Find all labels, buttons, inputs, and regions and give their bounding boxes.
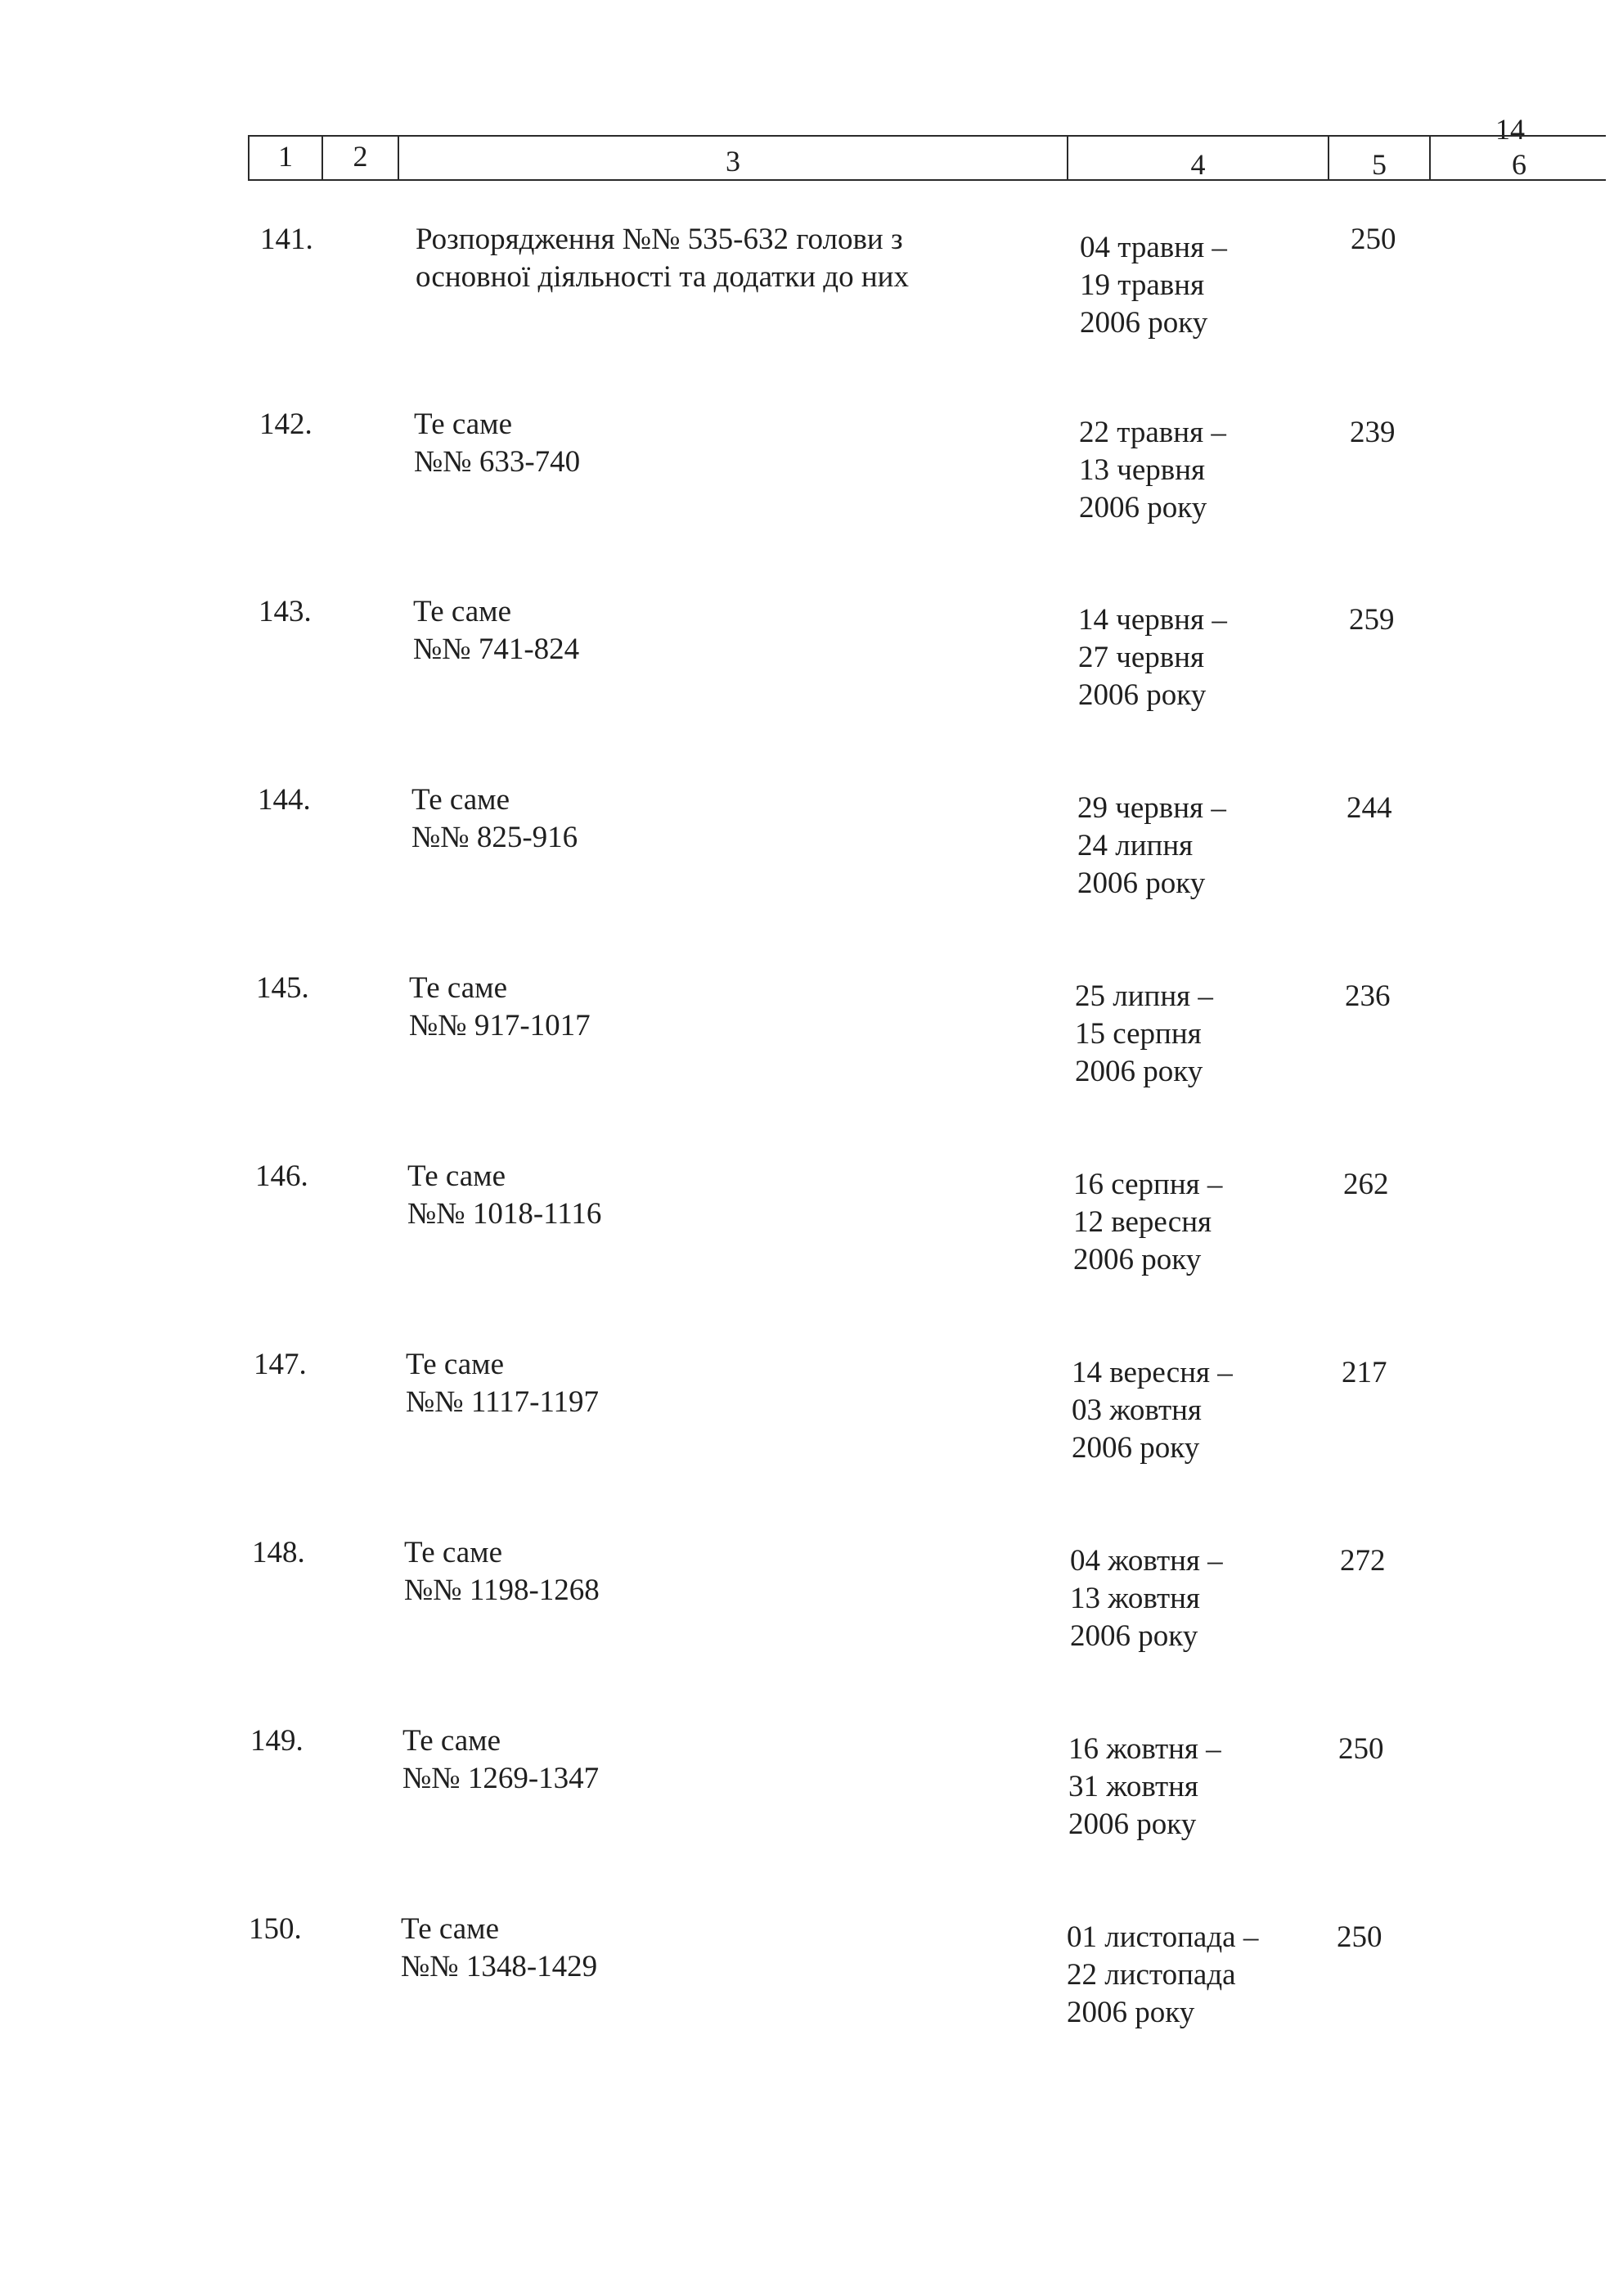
column-header-2-label: 2	[353, 140, 368, 173]
row-title-line2: №№ 741-824	[413, 633, 580, 666]
row-dates	[1073, 1166, 1335, 1279]
row-title	[407, 1158, 980, 1233]
column-header-6	[1431, 137, 1607, 179]
page-number: 14	[1495, 113, 1525, 146]
row-count: 250	[1338, 1732, 1384, 1766]
table-row	[0, 1534, 1623, 1698]
row-title-line1: Те саме	[401, 1912, 499, 1946]
table-row	[0, 593, 1623, 757]
row-title	[402, 1722, 975, 1798]
column-header-1-label: 1	[278, 140, 293, 173]
row-date-from: 04 травня –	[1080, 231, 1227, 264]
row-title	[409, 970, 982, 1045]
row-year: 2006 року	[1075, 1055, 1203, 1088]
row-title	[406, 1346, 978, 1421]
row-count: 250	[1351, 223, 1396, 256]
row-year: 2006 року	[1067, 1996, 1195, 2029]
column-header-3-label: 3	[726, 145, 740, 178]
table-row	[0, 970, 1623, 1133]
row-year: 2006 року	[1070, 1619, 1198, 1653]
row-title-line2: основної діяльності та додатки до них	[416, 260, 909, 294]
row-date-to: 03 жовтня	[1072, 1393, 1202, 1427]
column-header-3	[399, 137, 1068, 179]
row-dates	[1080, 229, 1342, 342]
row-title-line2: №№ 1348-1429	[401, 1950, 598, 1983]
row-year: 2006 року	[1072, 1431, 1200, 1465]
table-row	[0, 1346, 1623, 1510]
row-title-line1: Те саме	[406, 1348, 504, 1381]
row-year: 2006 року	[1077, 867, 1206, 900]
row-date-from: 14 вересня –	[1072, 1356, 1233, 1389]
row-year: 2006 року	[1068, 1808, 1197, 1841]
row-title	[411, 781, 984, 857]
table-row	[0, 1911, 1623, 2074]
row-count: 244	[1347, 791, 1392, 825]
row-count: 239	[1350, 416, 1396, 449]
table-row	[0, 1158, 1623, 1321]
column-header-1	[250, 137, 323, 179]
row-year: 2006 року	[1078, 678, 1207, 712]
row-number: 141.	[260, 223, 313, 256]
row-number: 144.	[258, 783, 311, 817]
row-count: 236	[1345, 979, 1391, 1013]
column-header-5-label: 5	[1372, 148, 1387, 181]
row-number: 149.	[250, 1724, 303, 1758]
row-count: 250	[1337, 1920, 1382, 1954]
row-dates	[1077, 790, 1339, 903]
row-count: 259	[1349, 603, 1395, 637]
row-year: 2006 року	[1079, 491, 1207, 524]
row-title-line2: №№ 917-1017	[409, 1009, 591, 1042]
column-header-4	[1068, 137, 1329, 179]
column-header-2	[323, 137, 399, 179]
row-count: 272	[1340, 1544, 1386, 1578]
row-date-from: 25 липня –	[1075, 979, 1213, 1013]
row-date-from: 01 листопада –	[1067, 1920, 1259, 1954]
row-number: 150.	[249, 1912, 302, 1946]
row-date-from: 16 серпня –	[1073, 1168, 1223, 1201]
row-title-line2: №№ 1018-1116	[407, 1197, 602, 1231]
row-dates	[1072, 1354, 1333, 1467]
row-date-to: 13 червня	[1079, 453, 1206, 487]
row-title-line2: №№ 825-916	[411, 821, 578, 854]
row-dates	[1075, 978, 1337, 1091]
row-number: 145.	[256, 971, 309, 1005]
row-dates	[1079, 414, 1341, 527]
row-title-line1: Те саме	[409, 971, 507, 1005]
row-title	[414, 406, 987, 481]
row-title-line2: №№ 633-740	[414, 445, 581, 479]
row-dates	[1070, 1542, 1332, 1655]
row-title	[416, 221, 988, 296]
row-date-to: 22 листопада	[1067, 1958, 1236, 1992]
table-row	[0, 406, 1623, 569]
row-number: 142.	[259, 407, 312, 441]
row-date-to: 27 червня	[1078, 641, 1205, 674]
row-date-to: 15 серпня	[1075, 1017, 1202, 1051]
row-date-from: 29 червня –	[1077, 791, 1226, 825]
row-number: 146.	[255, 1159, 308, 1193]
row-date-to: 12 вересня	[1073, 1205, 1212, 1239]
row-year: 2006 року	[1073, 1243, 1202, 1276]
row-title-line1: Те саме	[404, 1536, 502, 1569]
row-date-from: 22 травня –	[1079, 416, 1226, 449]
row-date-from: 14 червня –	[1078, 603, 1227, 637]
table-row	[0, 221, 1623, 385]
column-header-4-label: 4	[1190, 148, 1206, 181]
row-date-to: 13 жовтня	[1070, 1582, 1200, 1615]
row-date-from: 04 жовтня –	[1070, 1544, 1223, 1578]
row-count: 217	[1342, 1356, 1387, 1389]
row-date-to: 19 травня	[1080, 268, 1205, 302]
row-count: 262	[1343, 1168, 1389, 1201]
row-title	[413, 593, 986, 669]
row-date-to: 31 жовтня	[1068, 1770, 1198, 1803]
row-title-line1: Те саме	[413, 595, 511, 628]
row-title-line1: Те саме	[407, 1159, 506, 1193]
row-title-line1: Те саме	[402, 1724, 501, 1758]
table-row	[0, 781, 1623, 945]
table-row	[0, 1722, 1623, 1886]
row-number: 148.	[252, 1536, 305, 1569]
row-title-line2: №№ 1198-1268	[404, 1573, 600, 1607]
row-title-line2: №№ 1269-1347	[402, 1762, 600, 1795]
row-dates	[1067, 1919, 1329, 2032]
column-header-6-label: 6	[1512, 148, 1526, 181]
row-year: 2006 року	[1080, 306, 1208, 340]
row-dates	[1078, 601, 1340, 714]
row-title	[401, 1911, 973, 1986]
row-dates	[1068, 1731, 1330, 1844]
row-title	[404, 1534, 977, 1609]
row-number: 143.	[259, 595, 312, 628]
row-title-line1: Розпорядження №№ 535-632 голови з	[416, 223, 903, 256]
column-header-table	[248, 135, 1606, 181]
column-header-5	[1329, 137, 1431, 179]
row-title-line1: Те саме	[414, 407, 512, 441]
row-number: 147.	[254, 1348, 307, 1381]
row-date-to: 24 липня	[1077, 829, 1194, 862]
row-title-line1: Те саме	[411, 783, 510, 817]
row-date-from: 16 жовтня –	[1068, 1732, 1221, 1766]
row-title-line2: №№ 1117-1197	[406, 1385, 600, 1419]
